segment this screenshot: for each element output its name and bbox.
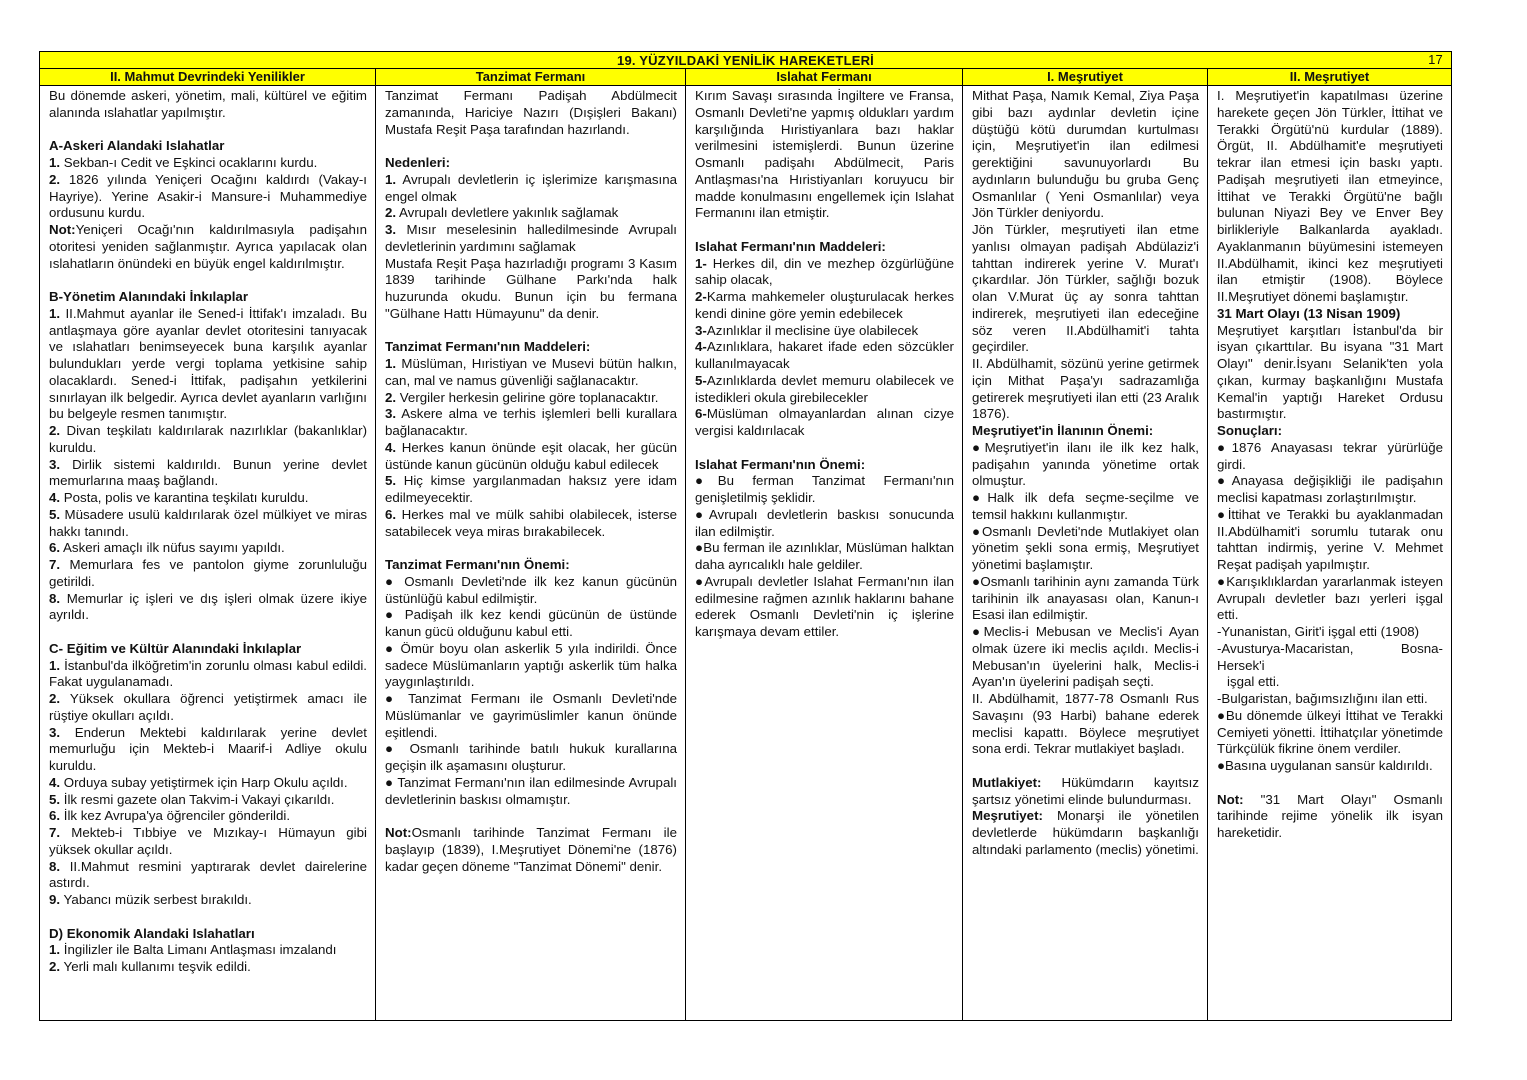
item-text: D) Ekonomik Alandaki Islahatları [49,925,255,941]
item-marker: 4- [695,339,707,355]
item-marker: 6. [49,808,61,824]
item-text: -Bulgaristan, bağımsızlığını ilan etti. [1217,691,1428,706]
item-marker: 1. [49,657,61,673]
item-text: İlk resmi gazete olan Takvim-i Vakayi çıkarıldı. [60,791,335,807]
text-paragraph [49,725,367,775]
item-text: Tanzimat Fermanı'nın Önemi: [385,557,570,572]
text-paragraph [972,691,1199,758]
item-text: Islahat Fermanı'nın Önemi: [695,456,866,472]
item-text: Karma mahkemeler oluşturulacak herkes kendi dinine göre yemin edebilecek [695,289,954,321]
section-heading [49,289,367,306]
spacer [385,138,677,155]
text-paragraph [49,423,367,457]
spacer [385,323,677,340]
text-paragraph [385,574,677,608]
item-marker: 5. [49,791,61,807]
item-marker: Not: [1217,791,1244,807]
item-marker: 6. [49,540,61,556]
item-text: İlk kez Avrupa'ya öğrenciler gönderildi. [60,808,291,824]
text-paragraph [49,507,367,541]
column-header-5: II. Meşrutiyet [1208,69,1451,85]
text-paragraph [49,490,367,507]
column-header-row [40,69,1451,86]
text-paragraph [49,591,367,625]
item-text: Azınlıklara, hakaret ifade eden sözcükler kullanılmayacak [695,339,954,371]
item-text: Dirlik sistemi kaldırıldı. Bunun yerine devlet memurlarına maaş bağlandı. [49,456,367,489]
text-paragraph [49,222,367,272]
item-marker: 3. [385,222,397,237]
item-marker: 9. [49,892,61,907]
item-text: ●Avrupalı devletler Islahat Fermanı'nın ilan edilmesine rağmen azınlık haklarını bahane ederek Osmanlı Devleti'nin iç işlerine karışmaya devam ettiler. [695,573,954,639]
column-second-mesrutiyet [1208,86,1451,1020]
text-paragraph [385,607,677,641]
text-paragraph [385,256,677,323]
item-text: ●Bu ferman Tanzimat Fermanı'nın genişletilmiş şeklidir. [695,473,954,505]
item-text: Sonuçları: [1217,423,1283,438]
summary-table [39,51,1452,1021]
section-heading [695,239,954,256]
item-marker: 2. [385,205,397,221]
text-paragraph [1217,88,1443,306]
text-paragraph [695,473,954,507]
item-text: Askere alma ve terhis işlemleri belli kurallara bağlanacaktır. [385,406,677,438]
text-paragraph [972,356,1199,423]
text-paragraph [49,172,367,222]
item-text: C- Eğitim ve Kültür Alanındaki İnkılaplar [49,640,302,656]
item-marker: 3- [695,322,707,338]
spacer [49,122,367,139]
item-marker: 2. [49,691,61,706]
section-heading [385,155,677,172]
table-title: 19. YÜZYILDAKİ YENİLİK HAREKETLERİ [617,52,874,68]
item-marker: 5. [385,473,397,489]
text-paragraph [49,88,367,122]
item-text: Herkes kanun önünde eşit olacak, her gücün üstünde kanun gücünün olduğu kabul edilecek [385,439,677,472]
item-text: Müsadere usulü kaldırılarak özel mülkiyet ve miras hakkı tanındı. [49,506,367,539]
section-heading [972,423,1199,440]
text-paragraph [1217,440,1443,474]
item-marker: 6- [695,406,707,422]
text-paragraph [695,507,954,541]
item-text: Mithat Paşa, Namık Kemal, Ziya Paşa gibi bazı aydınlar devletin içine düştüğü kötü durumdan kurtulması için, Meşrutiyet'in ilan edilmesi gerektiğini savunuyorlardı Bu aydınların bulunduğu bu gruba Genç Osmanlılar ( Yeni Osmanlılar) veya Jön Türkler deniyordu. [972,88,1199,221]
item-marker: 2. [49,171,61,187]
item-text: II. Abdülhamit, sözünü yerine getirmek için Mithat Paşa'yı sadrazamlığa getirerek meşrutiyeti ilan etti (23 Aralık 1876). [972,356,1199,422]
text-paragraph [695,339,954,373]
item-text: Sekban-ı Cedit ve Eşkinci ocaklarını kurdu. [60,155,318,170]
text-paragraph [49,892,367,909]
table-title-bar [40,52,1451,69]
item-text: Vergiler herkesin gelirine göre toplanacaktır. [396,389,659,405]
spacer [972,758,1199,775]
item-text: ●Osmanlı tarihinin aynı zamanda Türk tarihinin ilk anayasası olan, Kanun-ı Esasi ilan edilmiştir. [972,573,1199,623]
item-marker: 5. [49,506,61,522]
text-paragraph [49,775,367,792]
item-text: Hiç kimse yargılanmadan haksız yere idam edilmeyecektir. [385,473,677,505]
item-text: Divan teşkilatı kaldırılarak nazırlıklar (bakanlıklar) kuruldu. [49,423,367,455]
item-text: Enderun Mektebi kaldırılarak yerine devlet memurluğu için Mekteb-i Maarif-i Adliye okulu kuruldu. [49,724,367,773]
item-text: işgal etti. [1227,674,1280,690]
item-text: ●Meşrutiyet'in ilanı ile ilk kez halk, padişahın yanında yönetime ortak olmuştur. [972,439,1199,489]
section-heading [49,641,367,658]
text-paragraph [695,88,954,222]
table-body [40,86,1451,1020]
item-text: ●Bu ferman ile azınlıklar, Müslüman halktan daha ayrıcalıklı hale geldiler. [695,540,954,572]
item-text: Jön Türkler, meşrutiyeti ilan etme yanlısı olmayan padişah Abdülaziz'i tahttan indirerek yerine V. Murat'ı çıkardılar. Jön Türkler, sağlığı bozuk olan V.Murat üç ay sonra tahttan indirerek, meşrutiyeti ilan edeceğine söz veren II.Abdülhamit'i tahta geçirdiler. [972,222,1199,355]
text-paragraph [385,741,677,775]
text-paragraph [1217,758,1443,775]
item-text: Kırım Savaşı sırasında İngiltere ve Fransa, Osmanlı Devleti'ne yapmış oldukları yardım karşılığında Hıristiyanlara bazı haklar verilmesini istemişlerdi. Bunun üzerine Osmanlı padişahı Abdülmecit, Paris Antlaşması'na Hıristiyanları koruyucu bir madde konulmasını engellemek için Islahat Fermanını ilan etmiştir. [695,88,954,221]
text-paragraph [385,390,677,407]
item-text: II.Mahmut resmini yaptırarak devlet dairelerine astırdı. [49,858,367,891]
text-paragraph [972,490,1199,524]
item-text: Askeri amaçlı ilk nüfus sayımı yapıldı. [60,540,285,556]
text-paragraph [972,775,1199,809]
text-paragraph [385,205,677,222]
text-paragraph [49,557,367,591]
item-text: Yerli malı kullanımı teşvik edildi. [60,959,251,974]
spacer [385,808,677,825]
item-text: Yeniçeri Ocağı'nın kaldırılmasıyla padişahın otoritesi yeniden sağlanmıştır. Ayrıca yapılacak olan ıslahatların önündeki en büyük engel kaldırılmıştır. [49,222,367,271]
text-paragraph [1217,507,1443,574]
item-marker: 2. [49,959,61,974]
spacer [49,272,367,289]
spacer [695,440,954,457]
text-paragraph [385,775,677,809]
text-paragraph [385,88,677,138]
text-paragraph [695,540,954,574]
text-paragraph [385,222,677,256]
text-paragraph [49,155,367,172]
text-paragraph [385,440,677,474]
text-paragraph [695,256,954,290]
item-text: ●Basına uygulanan sansür kaldırıldı. [1217,758,1433,773]
item-text: Yabancı müzik serbest bırakıldı. [60,892,252,907]
text-paragraph [1217,641,1443,675]
text-paragraph [385,641,677,691]
item-marker: 7. [49,557,61,572]
item-text: B-Yönetim Alanındaki İnkılaplar [49,289,248,304]
item-marker: Not: [49,222,76,237]
text-paragraph [49,959,367,976]
item-text: II.Mahmut ayanlar ile Sened-i İttifak'ı imzaladı. Bu antlaşmaya göre ayanlar devlet otoritesini tanıyacak ve ıslahatları benimseyecek buna karşılık ayanlar bulundukları yerde vergi toplama yetkisine sahip olacaklardı. Sened-i İttifak, padişahın yetkilerini sınırlayan ilk belgedir. Ayrıca devlet ayanların varlığını bu belgeyle resmen tanımıştır. [49,305,367,422]
text-paragraph [695,406,954,440]
item-text: "31 Mart Olayı" Osmanlı tarihinde rejime yönelik ilk isyan hareketidir. [1217,791,1443,840]
item-text: -Yunanistan, Girit'i işgal etti (1908) [1217,624,1420,639]
spacer [49,909,367,926]
text-paragraph [385,172,677,206]
item-marker: 4. [49,774,61,790]
item-marker: 1. [385,171,397,187]
text-paragraph [1217,691,1443,708]
item-text: İstanbul'da ilköğretim'in zorunlu olması kabul edildi. Fakat uygulanamadı. [49,657,367,690]
item-text: ●Anayasa değişikliği ile padişahın meclisi kapatması zorlaştırılmıştır. [1217,473,1443,505]
column-mahmut [40,86,376,1020]
item-marker: 3. [49,456,61,472]
item-text: Osmanlı tarihinde Tanzimat Fermanı ile başlayıp (1839), I.Meşrutiyet Dönemi'ne (1876) kadar geçen döneme "Tanzimat Dönemi" denir. [385,825,677,874]
text-paragraph [1217,473,1443,507]
text-paragraph [1217,574,1443,624]
item-text: Mustafa Reşit Paşa hazırladığı programı 3 Kasım 1839 tarihinde Gülhane Parkı'nda halk huzurunda okudu. Bunun için bu fermana "Gülhane Hattı Hümayunu" da denir. [385,255,677,321]
item-text: -Avusturya-Macaristan, Bosna-Hersek'i [1217,640,1443,673]
section-heading [1217,306,1443,323]
item-text: II. Abdülhamit, 1877-78 Osmanlı Rus Savaşını (93 Harbi) bahane ederek meclisi kapattı. Böylece meşrutiyet sona erdi. Tekrar mutlakiyet başladı. [972,691,1199,757]
text-paragraph [972,574,1199,624]
text-paragraph [49,808,367,825]
item-marker: 2. [385,389,397,405]
section-heading [49,138,367,155]
text-paragraph [1217,674,1443,691]
spacer [1217,775,1443,792]
section-heading [1217,423,1443,440]
column-first-mesrutiyet [963,86,1208,1020]
text-paragraph [385,356,677,390]
text-paragraph [49,691,367,725]
item-text: ● Osmanlı tarihinde batılı hukuk kurallarına geçişin ilk aşamasını oluşturur. [385,741,677,773]
text-paragraph [385,406,677,440]
text-paragraph [49,942,367,959]
item-text: ● Tanzimat Fermanı'nın ilan edilmesinde Avrupalı devletlerinin baskısı olmamıştır. [385,774,677,807]
section-heading [695,457,954,474]
text-paragraph [972,88,1199,222]
text-paragraph [385,507,677,541]
item-text: Azınlıklarda devlet memuru olabilecek ve istedikleri okula girebilecekler [695,372,954,405]
section-heading [385,557,677,574]
column-tanzimat [376,86,686,1020]
item-marker: 2- [695,289,707,304]
item-text: Azınlıklar il meclisine üye olabilecek [706,322,919,338]
text-paragraph [49,658,367,692]
item-text: Meşrutiyet karşıtları İstanbul'da bir isyan çıkarttılar. Bu isyana "31 Mart Olayı" denir.İsyanı Selanik'ten yola çıkan, kurmay başkanlığını Mustafa Kemal'in yaptığı Hareket Ordusu bastırmıştır. [1217,322,1443,422]
text-paragraph [972,524,1199,574]
text-paragraph [49,540,367,557]
spacer [385,540,677,557]
text-paragraph [49,457,367,491]
item-text: ● Ömür boyu olan askerlik 5 yıla indirildi. Önce sadece Müslümanların yaptığı askerlik tüm halka yaygınlaştırıldı. [385,640,677,690]
spacer [49,624,367,641]
item-text: Müslüman, Hıristiyan ve Musevi bütün halkın, can, mal ve namus güvenliği sağlanacaktır. [385,356,677,388]
column-header-4: I. Meşrutiyet [963,69,1208,85]
item-marker: 7. [49,825,61,840]
section-heading [49,926,367,943]
item-text: Memurlara fes ve pantolon giyme zorunluluğu getirildi. [49,557,367,589]
item-text: Orduya subay yetiştirmek için Harp Okulu açıldı. [60,774,348,790]
text-paragraph [385,473,677,507]
item-text: ● Tanzimat Fermanı ile Osmanlı Devleti'nde Müslümanlar ve gayrimüslimler kanun önünde eşitlendi. [385,691,677,740]
item-marker: 1. [49,942,61,958]
item-text: Hükümdarın kayıtsız şartsız yönetimi elinde bulundurması. [972,774,1199,807]
item-marker: 1. [49,155,61,170]
item-text: Monarşi ile yönetilen devletlerde hükümdarın başkanlığı altındaki parlamento (meclis) yönetimi. [972,808,1199,857]
item-marker: 2. [49,423,61,438]
item-text: Tanzimat Fermanı Padişah Abdülmecit zamanında, Hariciye Nazırı (Dışişleri Bakanı) Mustafa Reşit Paşa tarafından hazırlandı. [385,88,677,137]
item-marker: 3. [385,406,397,422]
item-text: Islahat Fermanı'nın Maddeleri: [695,238,886,254]
item-text: ● Padişah ilk kez kendi gücünün de üstünde kanun gücü olduğunu kabul etti. [385,607,677,639]
section-heading [385,339,677,356]
item-text: 31 Mart Olayı (13 Nisan 1909) [1217,305,1401,321]
item-text: ●Meclis-i Mebusan ve Meclis'i Ayan olmak üzere iki meclis açıldı. Meclis-i Mebusan'ın üyelerini halk, Meclis-i Ayan'ın üyelerini padişah seçti. [972,624,1199,690]
item-text: Avrupalı devletlerin iç işlerimize karışmasına engel olmak [385,171,677,204]
item-text: ●1876 Anayasası tekrar yürürlüğe girdi. [1217,439,1443,472]
text-paragraph [695,574,954,641]
item-marker: 5- [695,372,707,388]
text-paragraph [1217,708,1443,758]
item-text: Posta, polis ve karantina teşkilatı kuruldu. [60,490,309,505]
item-text: Yüksek okullara öğrenci yetiştirmek amacı ile rüştiye okulları açıldı. [49,691,367,723]
text-paragraph [972,808,1199,858]
item-text: İngilizler ile Balta Limanı Antlaşması imzalandı [60,942,337,958]
item-text: Mısır meselesinin halledilmesinde Avrupalı devletlerinin yardımını sağlamak [385,222,677,254]
item-text: Mekteb-i Tıbbiye ve Mızıkay-ı Hümayun gibi yüksek okullar açıldı. [49,825,367,857]
item-text: Tanzimat Fermanı'nın Maddeleri: [385,339,591,355]
text-paragraph [972,624,1199,691]
item-text: 1826 yılında Yeniçeri Ocağını kaldırdı (Vakay-ı Hayriye). Yerine Asakir-i Mansure-i Muhammediye ordusunu kurdu. [49,171,367,221]
text-paragraph [49,859,367,893]
item-text: ●Bu dönemde ülkeyi İttihat ve Terakki Cemiyeti yönetti. İttihatçılar yönetimde Türkçülük fikrine önem verdiler. [1217,707,1443,757]
text-paragraph [49,792,367,809]
text-paragraph [1217,792,1443,842]
text-paragraph [695,289,954,323]
spacer [695,222,954,239]
text-paragraph [385,825,677,875]
column-header-3: Islahat Fermanı [686,69,963,85]
item-text: Herkes mal ve mülk sahibi olabilecek, isterse satabilecek veya miras bırakabilecek. [385,506,677,539]
item-marker: 1. [49,305,61,321]
item-text: Herkes dil, din ve mezhep özgürlüğüne sahip olacak, [695,255,954,288]
text-paragraph [695,323,954,340]
item-text: Müslüman olmayanlardan alınan cizye vergisi kaldırılacak [695,406,954,438]
item-text: Meşrutiyet'in İlanının Önemi: [972,423,1154,438]
item-text: Nedenleri: [385,155,451,170]
text-paragraph [972,222,1199,356]
item-marker: Not: [385,825,412,840]
item-marker: 1. [385,356,397,371]
column-header-1: II. Mahmut Devrindeki Yenilikler [40,69,376,85]
item-text: ●Osmanlı Devleti'nde Mutlakiyet olan yönetim şekli sona ermiş, Meşrutiyet yönetimi başlamıştır. [972,523,1199,572]
item-text: Bu dönemde askeri, yönetim, mali, kültürel ve eğitim alanında ıslahatlar yapılmıştır. [49,88,367,120]
text-paragraph [972,440,1199,490]
item-marker: 8. [49,858,61,874]
text-paragraph [49,306,367,423]
item-marker: 4. [385,439,397,455]
text-paragraph [695,373,954,407]
item-marker: Mutlakiyet: [972,774,1042,790]
column-islahat [686,86,963,1020]
item-marker: 6. [385,506,397,522]
item-text: Memurlar iç işleri ve dış işleri olmak üzere ikiye ayrıldı. [49,590,367,623]
item-text: I. Meşrutiyet'in kapatılması üzerine harekete geçen Jön Türkler, İttihat ve Terakki Örgütü'nü kurdular (1889). Örgüt, II. Abdülhamit'e meşrutiyeti tekrar ilan etmesi için baskı yaptı. Padişah meşrutiyeti ilan etmeyince, İttihat ve Terakki Örgütü'ne bağlı bulunan Niyazi Bey ve Enver Bey birlikleriyle Balkanlarda ayakladı. Ayaklanmanın büyümesini istemeyen II.Abdülhamit, ikinci kez meşrutiyeti ilan etmiştir (1908). Böylece II.Meşrutiyet dönemi başlamıştır. [1217,88,1443,304]
column-header-2: Tanzimat Fermanı [376,69,686,85]
text-paragraph [49,825,367,859]
text-paragraph [1217,624,1443,641]
item-text: Avrupalı devletlere yakınlık sağlamak [396,205,619,221]
page-number: 17 [1428,52,1443,67]
item-marker: 4. [49,490,61,505]
item-text: ● Osmanlı Devleti'nde ilk kez kanun gücünün üstünlüğü kabul edilmiştir. [385,573,677,606]
item-marker: Meşrutiyet: [972,808,1043,824]
item-text: ●İttihat ve Terakki bu ayaklanmadan II.Abdülhamit'i sorumlu tutarak onu tahttan indirmiş, yerine V. Mehmet Reşat padişah yapılmıştır. [1217,506,1443,572]
text-paragraph [385,691,677,741]
text-paragraph [1217,323,1443,424]
item-text: ●Karışıklıklardan yararlanmak isteyen Avrupalı devletler bazı yerleri işgal etti. [1217,573,1443,623]
item-text: A-Askeri Alandaki Islahatlar [49,138,225,154]
item-marker: 1- [695,255,707,271]
item-text: ●Avrupalı devletlerin baskısı sonucunda ilan edilmiştir. [695,506,954,539]
item-text: ●Halk ilk defa seçme-seçilme ve temsil hakkını kullanmıştır. [972,490,1199,522]
item-marker: 3. [49,724,61,740]
item-marker: 8. [49,590,61,606]
